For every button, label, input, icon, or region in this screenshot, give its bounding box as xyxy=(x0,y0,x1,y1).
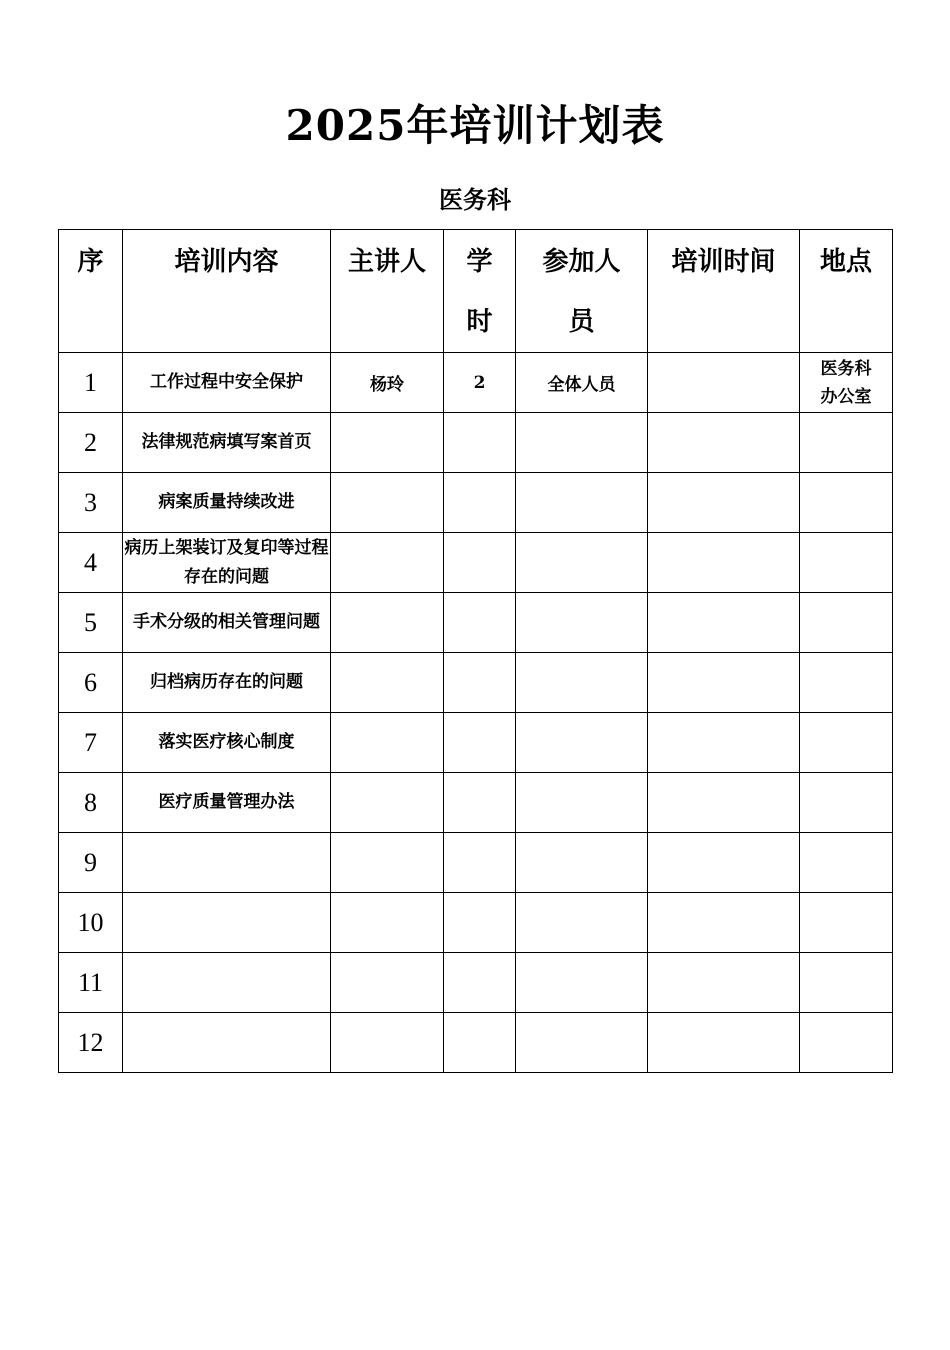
cell-attendees xyxy=(516,1013,648,1073)
cell-content: 落实医疗核心制度 xyxy=(123,713,331,773)
header-attendees-label: 参加人员 xyxy=(542,247,621,337)
cell-content: 手术分级的相关管理问题 xyxy=(123,593,331,653)
cell-attendees xyxy=(516,953,648,1013)
cell-content: 归档病历存在的问题 xyxy=(123,653,331,713)
cell-hours xyxy=(444,893,516,953)
cell-lecturer xyxy=(331,473,444,533)
table-row xyxy=(59,653,893,713)
table-body xyxy=(59,353,893,1073)
cell-attendees xyxy=(516,833,648,893)
header-hours-label: 学时 xyxy=(466,247,493,337)
department-subtitle: 医务科 xyxy=(439,185,511,214)
cell-content: 医疗质量管理办法 xyxy=(123,773,331,833)
table-row xyxy=(59,413,893,473)
cell-location xyxy=(800,713,893,773)
cell-location xyxy=(800,893,893,953)
cell-hours: 2 xyxy=(444,353,516,413)
cell-attendees xyxy=(516,413,648,473)
cell-lecturer xyxy=(331,893,444,953)
cell-content xyxy=(123,1013,331,1073)
cell-location xyxy=(800,773,893,833)
cell-hours xyxy=(444,413,516,473)
cell-attendees xyxy=(516,653,648,713)
header-location: 地点 xyxy=(800,230,893,353)
table-row xyxy=(59,353,893,413)
cell-hours xyxy=(444,713,516,773)
training-plan-table xyxy=(58,229,893,1073)
cell-lecturer xyxy=(331,413,444,473)
cell-seq: 7 xyxy=(59,713,123,773)
cell-lecturer xyxy=(331,593,444,653)
cell-time xyxy=(648,713,800,773)
cell-time xyxy=(648,1013,800,1073)
cell-seq: 4 xyxy=(59,533,123,593)
cell-hours xyxy=(444,833,516,893)
cell-seq: 1 xyxy=(59,353,123,413)
header-time: 培训时间 xyxy=(648,230,800,353)
table-row xyxy=(59,533,893,593)
cell-location xyxy=(800,353,893,413)
cell-lecturer: 杨玲 xyxy=(331,353,444,413)
cell-hours xyxy=(444,653,516,713)
cell-attendees: 全体人员 xyxy=(516,353,648,413)
cell-lecturer xyxy=(331,833,444,893)
cell-seq: 9 xyxy=(59,833,123,893)
table-row xyxy=(59,953,893,1013)
cell-location-text: 医务科办公室 xyxy=(820,358,872,407)
cell-time xyxy=(648,353,800,413)
cell-lecturer xyxy=(331,533,444,593)
cell-time xyxy=(648,893,800,953)
cell-time xyxy=(648,473,800,533)
cell-time xyxy=(648,953,800,1013)
table-row xyxy=(59,893,893,953)
cell-seq: 5 xyxy=(59,593,123,653)
cell-hours xyxy=(444,473,516,533)
header-lecturer: 主讲人 xyxy=(331,230,444,353)
cell-location xyxy=(800,1013,893,1073)
cell-attendees xyxy=(516,773,648,833)
cell-lecturer xyxy=(331,713,444,773)
cell-time xyxy=(648,533,800,593)
cell-hours xyxy=(444,593,516,653)
cell-time xyxy=(648,833,800,893)
cell-time xyxy=(648,773,800,833)
header-content: 培训内容 xyxy=(123,230,331,353)
page-title: 2025年培训计划表 xyxy=(285,101,665,150)
cell-location xyxy=(800,953,893,1013)
cell-lecturer xyxy=(331,1013,444,1073)
table-row xyxy=(59,1013,893,1073)
cell-attendees xyxy=(516,593,648,653)
cell-hours xyxy=(444,773,516,833)
cell-seq: 6 xyxy=(59,653,123,713)
cell-content: 病案质量持续改进 xyxy=(123,473,331,533)
cell-content: 法律规范病填写案首页 xyxy=(123,413,331,473)
table-header-row xyxy=(59,230,893,353)
cell-seq: 10 xyxy=(59,893,123,953)
cell-location xyxy=(800,593,893,653)
cell-seq: 2 xyxy=(59,413,123,473)
cell-time xyxy=(648,593,800,653)
cell-hours xyxy=(444,533,516,593)
cell-content xyxy=(123,893,331,953)
cell-seq: 3 xyxy=(59,473,123,533)
cell-lecturer xyxy=(331,773,444,833)
header-hours xyxy=(444,230,516,353)
cell-content: 病历上架装订及复印等过程存在的问题 xyxy=(123,533,331,593)
table-row xyxy=(59,773,893,833)
cell-time xyxy=(648,653,800,713)
cell-lecturer xyxy=(331,653,444,713)
table-row xyxy=(59,593,893,653)
cell-seq: 8 xyxy=(59,773,123,833)
cell-location xyxy=(800,833,893,893)
table-row xyxy=(59,713,893,773)
table-row xyxy=(59,473,893,533)
cell-location xyxy=(800,413,893,473)
table-row xyxy=(59,833,893,893)
cell-time xyxy=(648,413,800,473)
cell-attendees xyxy=(516,713,648,773)
cell-location xyxy=(800,533,893,593)
cell-hours xyxy=(444,953,516,1013)
cell-hours xyxy=(444,1013,516,1073)
cell-attendees xyxy=(516,893,648,953)
cell-seq: 11 xyxy=(59,953,123,1013)
cell-attendees xyxy=(516,473,648,533)
cell-content xyxy=(123,953,331,1013)
cell-seq: 12 xyxy=(59,1013,123,1073)
cell-location xyxy=(800,473,893,533)
cell-location xyxy=(800,653,893,713)
cell-lecturer xyxy=(331,953,444,1013)
header-seq: 序 xyxy=(59,230,123,353)
cell-attendees xyxy=(516,533,648,593)
cell-content xyxy=(123,833,331,893)
header-attendees xyxy=(516,230,648,353)
cell-content: 工作过程中安全保护 xyxy=(123,353,331,413)
